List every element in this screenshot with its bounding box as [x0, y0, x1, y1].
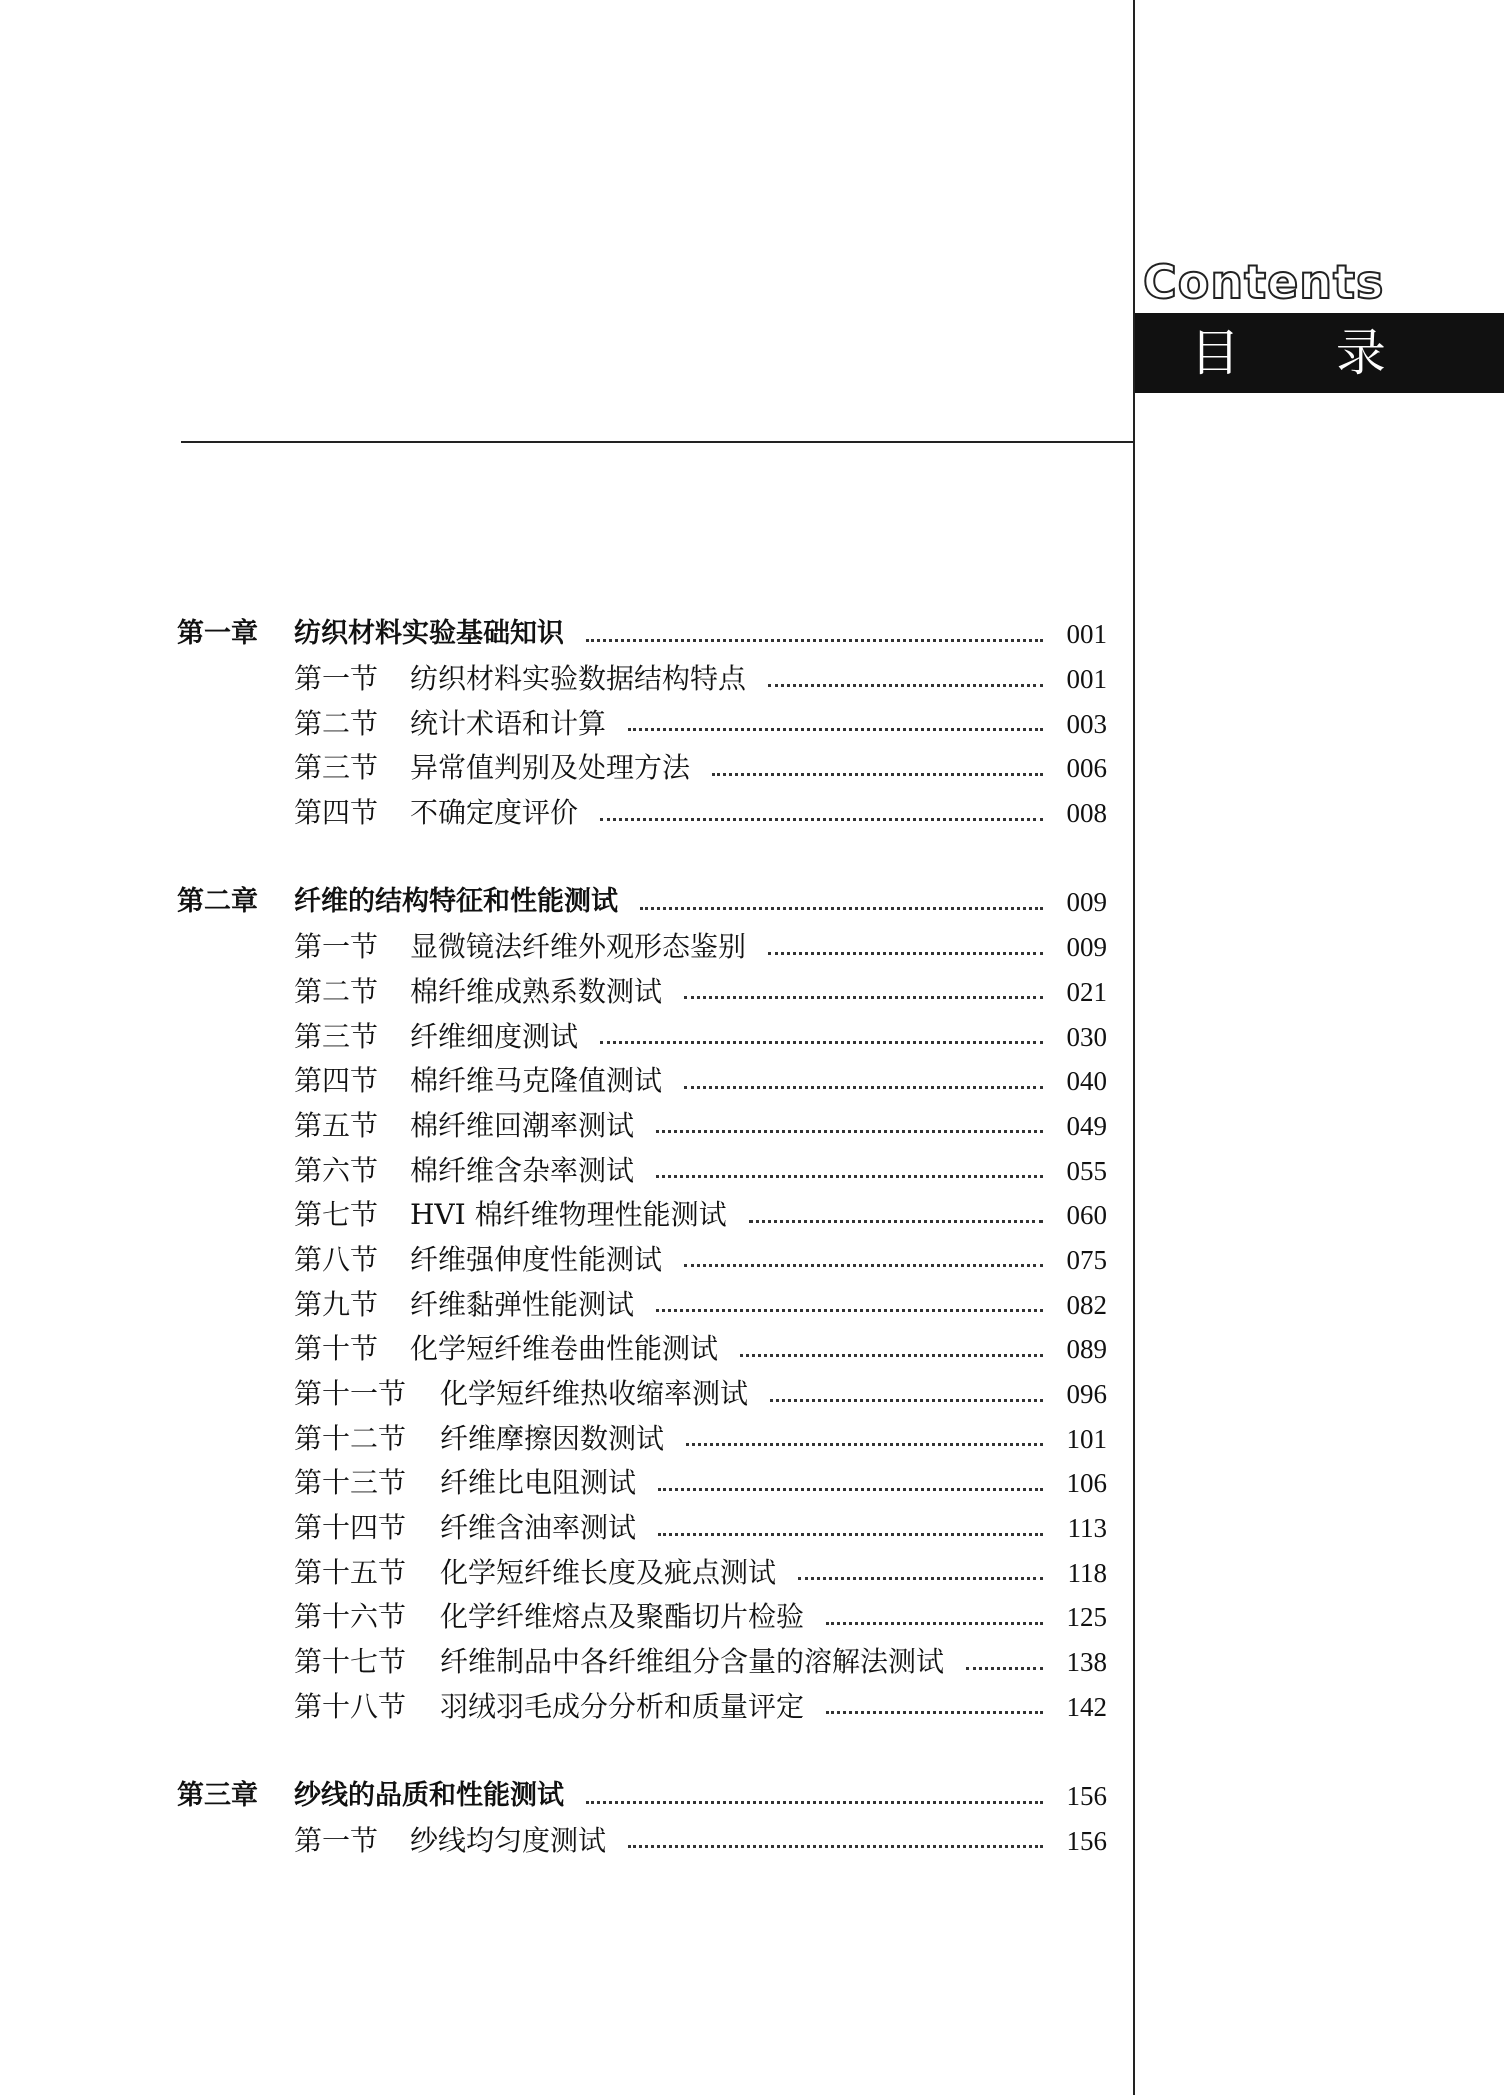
toc-title: 化学短纤维热收缩率测试: [440, 1377, 749, 1411]
toc-leader-dots: [628, 1841, 1043, 1848]
toc-leader-dots: [768, 948, 1043, 955]
toc-title: 异常值判别及处理方法: [410, 751, 691, 785]
toc-page-number: 118: [1067, 1557, 1107, 1588]
toc-leader-dots: [586, 635, 1043, 642]
toc-leader-dots: [712, 769, 1043, 776]
toc-leader-dots: [966, 1663, 1043, 1670]
toc-title: 化学短纤维长度及疵点测试: [440, 1555, 777, 1589]
toc-label: 第三节: [294, 1019, 379, 1053]
toc-leader-dots: [770, 1395, 1043, 1402]
toc-label: 第十节: [294, 1332, 379, 1366]
toc-title: 棉纤维回潮率测试: [410, 1108, 635, 1142]
toc-leader-dots: [656, 1126, 1043, 1133]
toc-leader-dots: [658, 1484, 1043, 1491]
toc-page-number: 009: [1066, 887, 1107, 918]
toc-page-number: 075: [1066, 1244, 1107, 1275]
toc-label: 第一节: [294, 930, 379, 964]
toc-label: 第三节: [294, 751, 379, 785]
toc-label: 第一章: [177, 618, 258, 650]
contents-heading-en: Contents: [1143, 255, 1385, 309]
toc-page-number: 003: [1066, 708, 1107, 739]
toc-label: 第八节: [294, 1242, 379, 1276]
toc-section-row[interactable]: [177, 1416, 1107, 1461]
horizontal-rule: [181, 441, 1134, 443]
toc-title: 棉纤维马克隆值测试: [410, 1064, 663, 1098]
toc-title: 不确定度评价: [410, 796, 579, 830]
toc-page-number: 096: [1066, 1379, 1107, 1410]
toc-page-number: 040: [1066, 1066, 1107, 1097]
toc-label: 第十二节: [294, 1421, 407, 1455]
toc-section-row[interactable]: [177, 1550, 1107, 1595]
toc-page-number: 106: [1066, 1468, 1107, 1499]
toc-leader-dots: [656, 1171, 1043, 1178]
toc-chapter-row[interactable]: [177, 612, 1107, 657]
toc-section-row[interactable]: [177, 1595, 1107, 1640]
toc-page-number: 001: [1066, 664, 1107, 695]
toc-page-number: 089: [1066, 1334, 1107, 1365]
toc-leader-dots: [600, 1037, 1043, 1044]
toc-leader-dots: [684, 1082, 1043, 1089]
toc-chapter-row[interactable]: [177, 880, 1107, 925]
toc-chapter-row[interactable]: [177, 1774, 1107, 1819]
toc-leader-dots: [740, 1350, 1043, 1357]
toc-label: 第三章: [177, 1780, 258, 1812]
toc-leader-dots: [600, 814, 1043, 821]
toc-title: 统计术语和计算: [410, 706, 607, 740]
toc-page-number: 101: [1066, 1423, 1107, 1454]
toc-section-row[interactable]: [177, 657, 1107, 702]
toc-label: 第一节: [294, 662, 379, 696]
toc-title: 纤维摩擦因数测试: [440, 1421, 665, 1455]
toc-label: 第四节: [294, 1064, 379, 1098]
toc-page-number: 142: [1066, 1691, 1107, 1722]
toc-page-number: 009: [1066, 932, 1107, 963]
toc-page-number: 113: [1067, 1513, 1107, 1544]
toc-section-row[interactable]: [177, 1059, 1107, 1104]
toc-section-row[interactable]: [177, 1014, 1107, 1059]
toc-leader-dots: [826, 1707, 1043, 1714]
toc-title: 纤维制品中各纤维组分含量的溶解法测试: [440, 1645, 945, 1679]
toc-section-row[interactable]: [177, 746, 1107, 791]
toc-label: 第二节: [294, 706, 379, 740]
toc-section-row[interactable]: [177, 1372, 1107, 1417]
chapter-gap: [177, 835, 1107, 880]
toc-title: 纱线的品质和性能测试: [294, 1780, 564, 1812]
toc-title: 纤维细度测试: [410, 1019, 579, 1053]
toc-page-number: 138: [1066, 1647, 1107, 1678]
toc-section-row[interactable]: [177, 1327, 1107, 1372]
toc-title: 棉纤维成熟系数测试: [410, 974, 663, 1008]
toc-title: 羽绒羽毛成分分析和质量评定: [440, 1689, 805, 1723]
toc-section-row[interactable]: [177, 1685, 1107, 1730]
toc-section-row[interactable]: [177, 1104, 1107, 1149]
toc-page-number: 125: [1066, 1602, 1107, 1633]
toc-title: 化学纤维熔点及聚酯切片检验: [440, 1600, 805, 1634]
toc-title: 纤维的结构特征和性能测试: [294, 886, 618, 918]
toc-title: 纤维含油率测试: [440, 1511, 637, 1545]
toc-page-number: 055: [1066, 1155, 1107, 1186]
toc-title: 纤维黏弹性能测试: [410, 1287, 635, 1321]
contents-banner: [1135, 313, 1504, 393]
toc-label: 第二章: [177, 886, 258, 918]
table-of-contents: [177, 612, 1107, 1863]
toc-label: 第二节: [294, 974, 379, 1008]
toc-page-number: 021: [1066, 976, 1107, 1007]
toc-section-row[interactable]: [177, 1193, 1107, 1238]
toc-leader-dots: [749, 1216, 1043, 1223]
toc-title: 显微镜法纤维外观形态鉴别: [410, 930, 747, 964]
toc-label: 第十四节: [294, 1511, 407, 1545]
toc-page-number: 049: [1066, 1110, 1107, 1141]
toc-title: 纤维强伸度性能测试: [410, 1242, 663, 1276]
toc-leader-dots: [656, 1305, 1043, 1312]
toc-title: 棉纤维含杂率测试: [410, 1153, 635, 1187]
toc-label: 第十五节: [294, 1555, 407, 1589]
toc-leader-dots: [684, 992, 1043, 999]
toc-leader-dots: [640, 903, 1043, 910]
toc-section-row[interactable]: [177, 791, 1107, 836]
toc-page-number: 030: [1066, 1021, 1107, 1052]
toc-title: 纤维比电阻测试: [440, 1466, 637, 1500]
toc-section-row[interactable]: [177, 1148, 1107, 1193]
toc-leader-dots: [768, 680, 1043, 687]
toc-leader-dots: [826, 1618, 1043, 1625]
toc-label: 第十六节: [294, 1600, 407, 1634]
toc-title: 纺织材料实验数据结构特点: [410, 662, 747, 696]
contents-heading-zh: 目 录: [1190, 324, 1426, 382]
toc-page-number: 060: [1066, 1200, 1107, 1231]
toc-title: 纺织材料实验基础知识: [294, 618, 564, 650]
toc-title: 纱线均匀度测试: [410, 1823, 607, 1857]
toc-page-number: 156: [1066, 1825, 1107, 1856]
toc-label: 第十三节: [294, 1466, 407, 1500]
toc-leader-dots: [628, 724, 1043, 731]
toc-leader-dots: [684, 1260, 1043, 1267]
toc-page-number: 006: [1066, 753, 1107, 784]
toc-section-row[interactable]: [177, 1282, 1107, 1327]
toc-leader-dots: [586, 1797, 1043, 1804]
toc-section-row[interactable]: [177, 1640, 1107, 1685]
toc-leader-dots: [798, 1573, 1043, 1580]
toc-section-row[interactable]: [177, 925, 1107, 970]
toc-section-row[interactable]: [177, 1506, 1107, 1551]
chapter-gap: [177, 1729, 1107, 1774]
toc-label: 第十八节: [294, 1689, 407, 1723]
toc-label: 第七节: [294, 1198, 379, 1232]
toc-page-number: 008: [1066, 798, 1107, 829]
toc-page-number: 156: [1066, 1781, 1107, 1812]
toc-page-number: 082: [1066, 1289, 1107, 1320]
toc-section-row[interactable]: [177, 970, 1107, 1015]
toc-label: 第五节: [294, 1108, 379, 1142]
toc-title: HVI 棉纤维物理性能测试: [410, 1198, 727, 1232]
toc-label: 第六节: [294, 1153, 379, 1187]
toc-label: 第一节: [294, 1823, 379, 1857]
toc-label: 第四节: [294, 796, 379, 830]
toc-section-row[interactable]: [177, 1819, 1107, 1864]
toc-leader-dots: [658, 1529, 1043, 1536]
toc-label: 第九节: [294, 1287, 379, 1321]
toc-leader-dots: [686, 1439, 1043, 1446]
toc-page-number: 001: [1066, 619, 1107, 650]
toc-section-row[interactable]: [177, 1238, 1107, 1283]
toc-label: 第十一节: [294, 1377, 407, 1411]
toc-label: 第十七节: [294, 1645, 407, 1679]
toc-section-row[interactable]: [177, 701, 1107, 746]
toc-title: 化学短纤维卷曲性能测试: [410, 1332, 719, 1366]
toc-section-row[interactable]: [177, 1461, 1107, 1506]
